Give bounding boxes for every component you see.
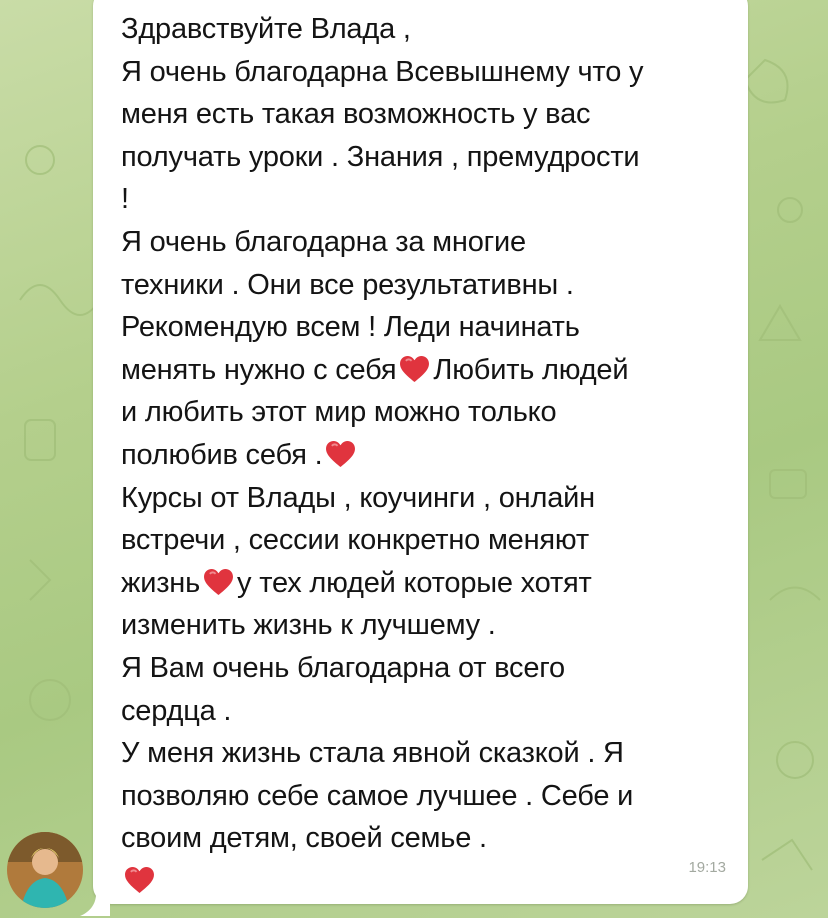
- message-line: позволяю себе самое лучшее . Себе и: [121, 779, 634, 812]
- message-line: [121, 434, 726, 477]
- message-line: Я очень благодарна за многие: [121, 225, 526, 258]
- message-line: Я Вам очень благодарна от всего: [121, 651, 565, 684]
- heart-emoji-icon: [399, 355, 430, 383]
- heart-emoji-icon: [124, 866, 155, 894]
- message-text: [121, 8, 726, 902]
- message-line: меня есть такая возможность у вас: [121, 98, 591, 131]
- message-line: получать уроки . Знания , премудрости: [121, 140, 640, 173]
- message-bubble[interactable]: [93, 0, 748, 904]
- message-segment: у тех людей которые хотят: [237, 566, 592, 599]
- message-line: Я очень благодарна Всевышнему что у: [121, 55, 644, 88]
- message-line: [121, 860, 726, 903]
- message-line: встречи , сессии конкретно меняют: [121, 524, 589, 557]
- message-line: [121, 349, 726, 392]
- message-bubble-tail: [80, 894, 110, 916]
- message-line: Здравствуйте Влада ,: [121, 13, 411, 45]
- message-timestamp: 19:13: [688, 859, 726, 876]
- message-line: и любить этот мир можно только: [121, 396, 557, 429]
- message-line: сердца .: [121, 694, 232, 727]
- message-segment: жизнь: [121, 566, 201, 599]
- message-line: [121, 562, 726, 605]
- message-line: Рекомендую всем ! Леди начинать: [121, 311, 580, 344]
- message-line: У меня жизнь стала явной сказкой . Я: [121, 737, 624, 770]
- avatar[interactable]: [7, 832, 83, 908]
- message-line: изменить жизнь к лучшему .: [121, 609, 496, 642]
- heart-emoji-icon: [203, 568, 234, 596]
- message-line: !: [121, 183, 129, 216]
- heart-emoji-icon: [325, 440, 356, 468]
- message-line: своим детям, своей семье .: [121, 822, 487, 855]
- message-line: Курсы от Влады , коучинги , онлайн: [121, 481, 595, 514]
- message-segment: Любить людей: [433, 353, 629, 386]
- message-line: техники . Они все результативны .: [121, 268, 574, 301]
- message-segment: полюбив себя .: [121, 438, 323, 471]
- message-segment: менять нужно с себя: [121, 353, 397, 386]
